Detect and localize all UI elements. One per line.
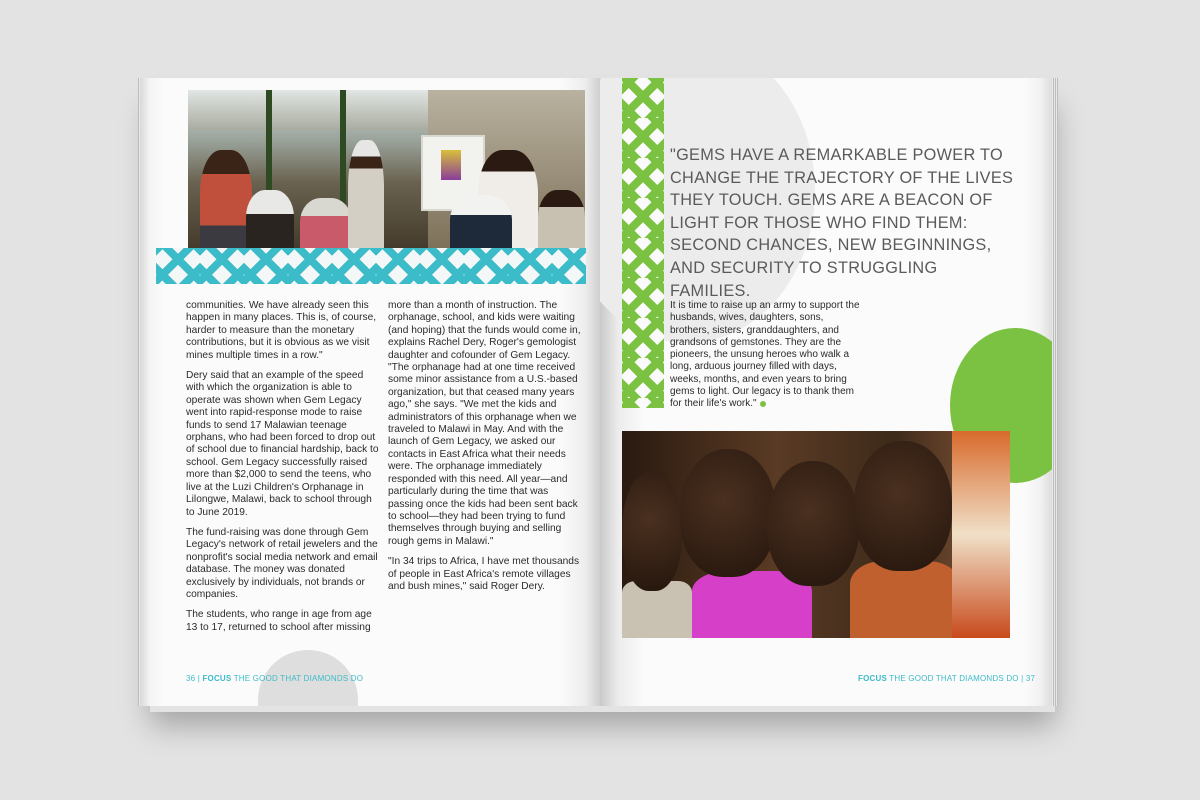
paragraph: "In 34 trips to Africa, I have met thousands of people in East Africa's remote villages and bush mines," said Roger Dery. — [388, 556, 580, 592]
page-number: 37 — [1025, 674, 1036, 683]
right-page-edges — [1052, 78, 1058, 706]
footer-brand: FOCUS — [858, 674, 887, 683]
paragraph: more than a month of instruction. The orphanage, school, and kids were waiting (and hoping) that the funds would come in, explains Rachel Dery, Roger's gemologist daughter and cofounder of Gem Legacy. "The orphanage had at one time received some minor assistance from a U.S.-based organization, but that ceased many years ago," she says. "We met the kids and administrators of this orphanage when we traveled to Malawi in May. And with the launch of Gem Legacy, we asked our contacts in East Africa what their needs were. The orphanage immediately responded with this need. All year—and particularly during the time that was passing once the kids had been sent back to school—they had been trying to fund themselves through buying and selling rough gems in Malawi." — [388, 300, 581, 547]
paragraph: communities. We have already seen this happen in many places. This is, of course, harder to measure than the monetary contributions, but it is obvious as we visit mines multiple times in a row." — [186, 300, 377, 361]
teal-zigzag-banner — [156, 248, 586, 284]
left-column-1 — [186, 300, 382, 642]
children-photo — [622, 431, 1010, 638]
page-number: 36 — [186, 674, 196, 683]
end-bullet-icon — [760, 401, 766, 407]
left-page-footer: 36 | FOCUS THE GOOD THAT DIAMONDS DO — [186, 674, 364, 683]
paragraph: The fund-raising was done through Gem Legacy's network of retail jewelers and the nonprofit's social media network and email database. The money was donated exclusively by individuals, not brands or companies. — [186, 526, 378, 600]
left-page — [140, 78, 600, 706]
workshop-photo — [188, 90, 585, 258]
right-page — [600, 78, 1056, 706]
pull-quote: "GEMS HAVE A REMARKABLE POWER TO CHANGE THE TRAJECTORY OF THE LIVES THEY TOUCH. GEMS ARE A BEACON OF LIGHT FOR THOSE WHO FIND THEM: SECOND CHANCES, NEW BEGINNINGS, AND SECURITY TO STRUGGLING FAMILIES. — [670, 146, 1014, 300]
left-column-2 — [388, 300, 582, 601]
paragraph: The students, who range in age from age 13 to 17, returned to school after missing — [186, 609, 372, 633]
footer-brand: FOCUS — [202, 674, 232, 683]
green-zigzag-banner — [622, 78, 664, 408]
paragraph: Dery said that an example of the speed with which the organization is able to operate was shown when Gem Legacy went into rapid-response mode to raise funds to send 17 Malawian teenage orphans, who had been forced to drop out of school due to financial hardship, back to school. Gem Legacy successfully raised more than $2,000 to send the teens, who live at the Luzi Children's Orphanage in Lilongwe, Malawi, back to school through to June 2019. — [186, 370, 379, 518]
footer-section: THE GOOD THAT DIAMONDS DO — [231, 674, 364, 683]
right-page-footer: FOCUS THE GOOD THAT DIAMONDS DO | 37 — [858, 674, 1036, 683]
right-body-text: It is time to raise up an army to support the husbands, wives, daughters, sons, brothers, sisters, granddaughters, and grandsons of gemstones. They are the pioneers, the unsung heroes who walk a long, arduous journey filled with days, weeks, months, and even years to bring gems to light. Our legacy is to thank them for their life's work." — [670, 300, 860, 410]
footer-section: THE GOOD THAT DIAMONDS DO — [887, 674, 1019, 683]
